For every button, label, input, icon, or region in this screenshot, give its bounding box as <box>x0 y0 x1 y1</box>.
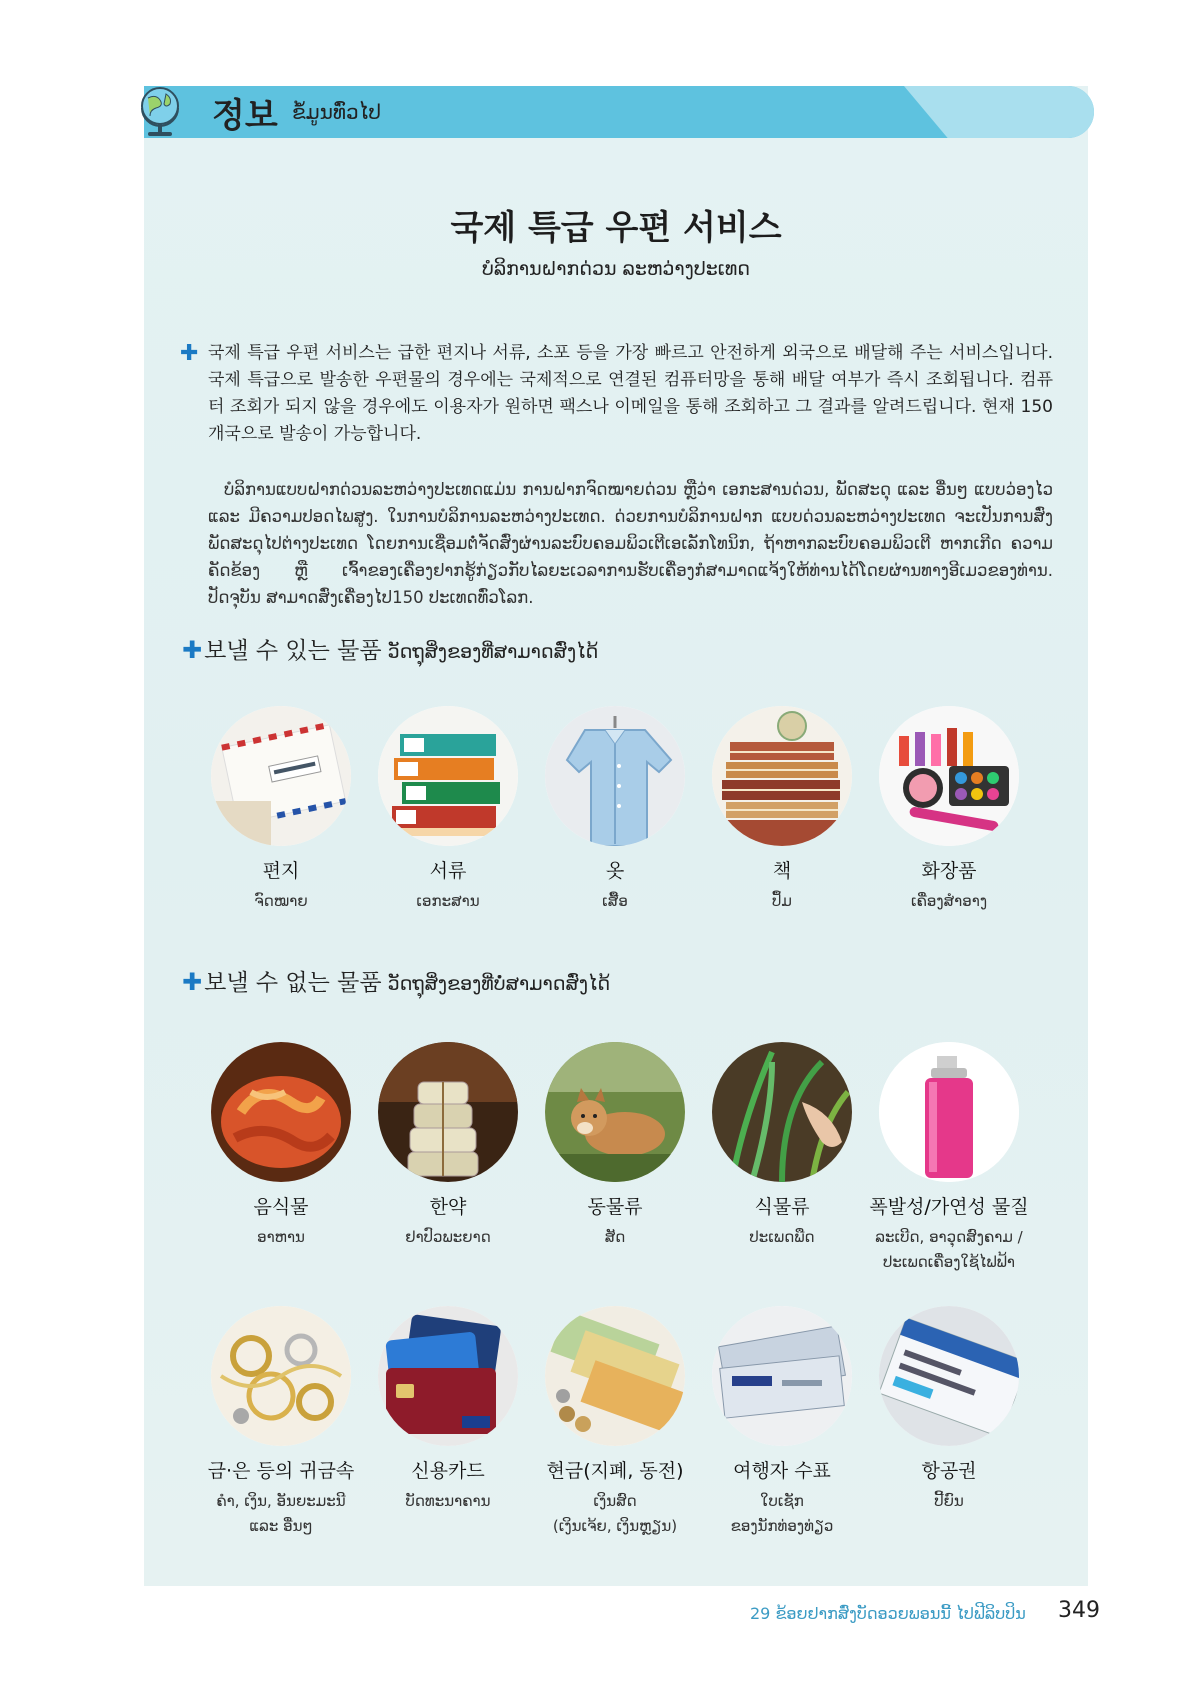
forbidden-item-boarding-pass: 항공권 ປີ້ຍົນ <box>869 1306 1029 1514</box>
plus-icon: ✚ <box>180 341 199 366</box>
books-icon <box>712 706 852 846</box>
paragraph-korean <box>180 340 1053 448</box>
forbidden-item-explosives: 폭발성/가연성 물질 ລະເບີດ, ອາວຸດສົງຄາມ / ປະເພດເຄື່ອງໃຊ້ໄຟຟ້າ <box>869 1042 1029 1275</box>
spray-can-icon <box>879 1042 1019 1182</box>
cosmetics-icon <box>879 706 1019 846</box>
letter-envelope-icon <box>211 706 351 846</box>
plant-icon <box>712 1042 852 1182</box>
boarding-pass-icon <box>879 1306 1019 1446</box>
paragraph-lao: ບໍລິການແບບຝາກດ່ວນລະຫວ່າງປະເທດແມ່ນ ການຝາກຈົດໝາຍດ່ວນ ຫຼືວ່າ ເອກະສານດ່ວນ, ພັດສະດຸ ແລະ ອື່ນໆ ແບບວ່ອງໄວ ແລະ ມີຄວາມປອດໄພສູງ. ໃນການບໍລິການລະຫວ່າງປະເທດ. ດ່ວຍການບໍລິການຝາກ ແບບດ່ວນລະຫວ່າງປະເທດ ຈະເປັນການສົ່ງພັດສະດຸໄປຕ່າງປະເທດ ໂດຍການເຊື່ອມຕໍ່ຈັດສົ່ງຜ່ານລະບົບຄອມພິວເຕີເອເລັກໂທນິກ, ຖ້າຫາກລະບົບຄອມພິວເຕີ ຫາກເກີດ ຄວາມຄັດຂ້ອງ ຫຼື ເຈົ້າຂອງເຄື່ອງຢາກຮູ້ກ່ຽວກັບໄລຍະເວລາການຮັບເຄື່ອງກໍສາມາດແຈ້ງໃຫ້ທ່ານໄດ້ໂດຍຜ່ານທາງອີເມວຂອງທ່ານ. ປັດຈຸບັນ ສາມາດສົ່ງເຄື່ອງໄປ150 ປະເທດທົ່ວໂລກ. <box>208 480 1053 607</box>
forbidden-item-food: 음식물 ອາຫານ <box>201 1042 361 1250</box>
cash-icon <box>545 1306 685 1446</box>
travelers-check-icon <box>712 1306 852 1446</box>
forbidden-item-herbal-medicine: 한약 ຢາປົວພະຍາດ <box>368 1042 528 1250</box>
dog-icon <box>545 1042 685 1182</box>
article-subtitle: ບໍລິການຝາກດ່ວນ ລະຫວ່າງປະເທດ <box>481 258 751 280</box>
forbidden-item-travelers-check: 여행자 수표 ໃບເຊັກ ຂອງນັກທ່ອງທ່ຽວ <box>702 1306 862 1539</box>
globe-icon <box>138 84 184 140</box>
allowed-item-letter: 편지 ຈົດໝາຍ <box>201 706 361 914</box>
paragraph-korean-text: 국제 특급 우편 서비스는 급한 편지나 서류, 소포 등을 가장 빠르고 안전하게 외국으로 배달해 주는 서비스입니다. 국제 특급으로 발송한 우편물의 경우에는 국제적으로 연결된 컴퓨터망을 통해 배달 여부가 즉시 조회됩니다. 컴퓨터 조회가 되지 않을 경우에도 이용자가 원하면 팩스나 이메일을 통해 조회하고 그 결과를 알려드립니다. 현재 150개국으로 발송이 가능합니다. <box>208 343 1053 444</box>
allowed-item-cosmetics: 화장품 ເຄື່ອງສຳອາງ <box>869 706 1029 914</box>
article-title: 국제 특급 우편 서비스 <box>450 208 782 248</box>
section-allowed-heading: ✚보낼 수 있는 물품 ວັດຖຸສິ່ງຂອງທີ່ສາມາດສົ່ງໄດ້ <box>182 636 599 664</box>
forbidden-item-plants: 식물류 ປະເພດພືດ <box>702 1042 862 1250</box>
kimchi-food-icon <box>211 1042 351 1182</box>
forbidden-item-credit-card: 신용카드 ບັດທະນາຄານ <box>368 1306 528 1514</box>
footer-chapter: 29 ຂ້ອຍຢາກສົ່ງບັດອວຍພອນນີ້ ໄປຟີລິບປິນ <box>750 1604 1026 1623</box>
header-title: 정보 <box>212 96 278 136</box>
header-subtitle: ຂໍ້ມູນທົ່ວໄປ <box>292 100 381 124</box>
herbal-medicine-icon <box>378 1042 518 1182</box>
allowed-item-books: 책 ປຶ້ມ <box>702 706 862 914</box>
forbidden-item-cash: 현금(지폐, 동전) ເງິນສົດ (ເງິນເຈ້ຍ, ເງິນຫຼຽນ) <box>535 1306 695 1539</box>
allowed-item-documents: 서류 ເອກະສານ <box>368 706 528 914</box>
forbidden-item-jewelry: 금·은 등의 귀금속 ຄຳ, ເງິນ, ອັນຍະມະນີ ແລະ ອື່ນໆ <box>201 1306 361 1539</box>
document-binders-icon <box>378 706 518 846</box>
shirt-icon <box>545 706 685 846</box>
plus-icon: ✚ <box>182 968 203 996</box>
forbidden-item-animals: 동물류 ສັດ <box>535 1042 695 1250</box>
plus-icon: ✚ <box>182 636 203 664</box>
jewelry-icon <box>211 1306 351 1446</box>
section-forbidden-heading: ✚보낼 수 없는 물품 ວັດຖຸສິ່ງຂອງທີ່ບໍ່ສາມາດສົ່ງໄດ້ <box>182 968 611 996</box>
credit-card-icon <box>378 1306 518 1446</box>
page-number: 349 <box>1058 1598 1100 1623</box>
allowed-item-clothes: 옷 ເສື້ອ <box>535 706 695 914</box>
header-bar <box>144 86 1094 138</box>
